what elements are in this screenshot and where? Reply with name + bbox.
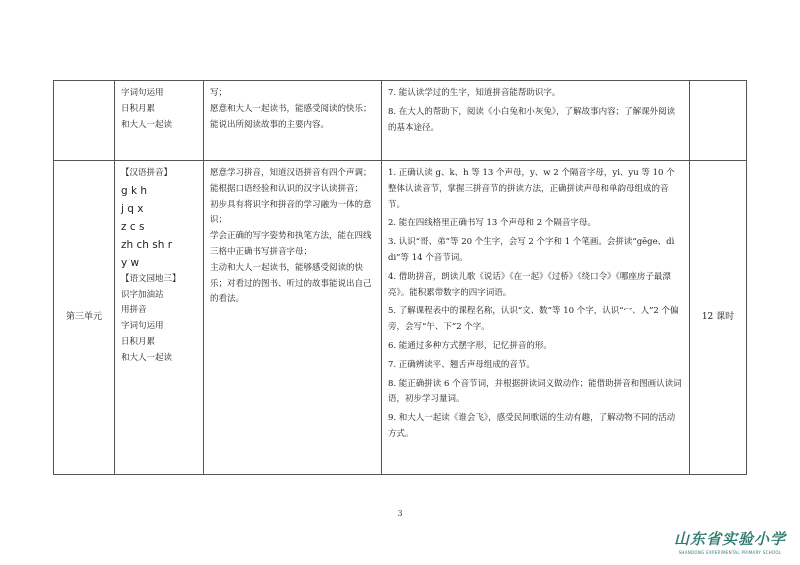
outcome-item: 9. 和大人一起读《谁会飞》，感受民间歌谣的生动有趣，了解动物不同的活动方式。	[388, 413, 676, 439]
content-item: 字词句运用	[121, 321, 164, 332]
content-item: g k h	[121, 184, 148, 197]
content-item: 字词句运用	[121, 88, 164, 98]
content-item: z c s	[121, 220, 145, 233]
objective-item: 能根据口语经验和认识的汉字认读拼音；	[210, 183, 364, 194]
outcome-item: 8. 能正确拼读 6 个音节词，并根据拼读词义做动作；能借助拼音和图画认读词语，初步学习量词。	[388, 378, 682, 405]
outcome-item: 5. 了解课程表中的课程名称，认识“文、数”等 10 个字，认识“冖、人”2 个偏旁，会写“午、下”2 个字。	[388, 306, 679, 333]
content-item: 日积月累	[121, 103, 156, 114]
outcome-item: 6. 能通过多种方式摆字形，记忆拼音的形。	[388, 340, 552, 351]
objective-item: 愿意和大人一起读书，能感受阅读的快乐；能说出所阅读故事的主要内容。	[210, 103, 372, 130]
objective-item: 学会正确的写字姿势和执笔方法，能在四线三格中正确书写拼音字母；	[210, 231, 372, 257]
outcome-item: 2. 能在四线格里正确书写 13 个声母和 2 个隔音字母。	[388, 218, 596, 229]
content-item: 识字加油站	[121, 289, 164, 300]
objective-item: 写；	[210, 88, 228, 98]
school-logo-english: SHANDONG EXPERIMENTAL PRIMARY SCHOOL	[678, 550, 782, 555]
school-logo-chinese: 山东省实验小学	[673, 530, 786, 548]
outcome-item: 1. 正确认读 g、k、h 等 13 个声母，y、w 2 个隔音字母，yi、yu 等 10 个整体认读音节，掌握三拼音节的拼读方法，正确拼读声母和单韵母组成的音节。	[388, 168, 675, 210]
unit-cell-empty	[54, 81, 115, 161]
table-row-continued	[54, 81, 747, 161]
objectives-cell	[204, 161, 382, 475]
objectives-cell	[204, 81, 382, 161]
content-cell	[115, 161, 204, 475]
content-item: 用拼音	[121, 305, 147, 316]
outcome-item: 7. 正确辨读平、翘舌声母组成的音节。	[388, 359, 535, 370]
hours-cell-empty	[690, 81, 747, 161]
content-item: y w	[121, 256, 140, 269]
objective-item: 初步具有将识字和拼音的学习融为一体的意识；	[210, 199, 372, 226]
hours-cell	[690, 161, 747, 475]
content-item: 和大人一起读	[121, 119, 173, 130]
content-cell	[115, 81, 204, 161]
outcome-item: 4. 借助拼音，朗读儿歌《说话》《在一起》《过桥》《绕口令》《哪座房子最漂亮》。能积累带数字的四字词语。	[388, 271, 671, 298]
content-item: 【语文园地三】	[121, 273, 181, 284]
table-row-unit-3	[54, 161, 747, 475]
content-item: j q x	[121, 202, 144, 215]
page-number: 3	[397, 509, 403, 518]
outcome-item: 7. 能认读学过的生字，知道拼音能帮助识字。	[388, 88, 561, 98]
outcomes-cell	[382, 81, 690, 161]
outcomes-cell	[382, 161, 690, 475]
objective-item: 主动和大人一起读书，能够感受阅读的快乐；对看过的图书、听过的故事能说出自己的看法。	[210, 262, 372, 305]
content-item: 和大人一起读	[121, 352, 173, 363]
outcome-item: 8. 在大人的帮助下，阅读《小白兔和小灰兔》，了解故事内容；了解课外阅读的基本途径。	[388, 106, 676, 133]
class-hours: 12 课时	[701, 311, 735, 322]
unit-label: 第三单元	[65, 311, 102, 322]
objective-item: 愿意学习拼音，知道汉语拼音有四个声调；	[210, 168, 372, 178]
unit-label-cell	[54, 161, 115, 475]
content-item: 日积月累	[121, 336, 156, 347]
outcome-item: 3. 认识“哥、弟”等 20 个生字，会写 2 个字和 1 个笔画。会拼读“gēge、dì di”等 14 个音节词。	[388, 237, 675, 263]
curriculum-table	[53, 80, 747, 475]
content-item: 【汉语拼音】	[121, 168, 173, 178]
school-logo	[674, 528, 786, 555]
content-item: zh ch sh r	[121, 238, 173, 251]
